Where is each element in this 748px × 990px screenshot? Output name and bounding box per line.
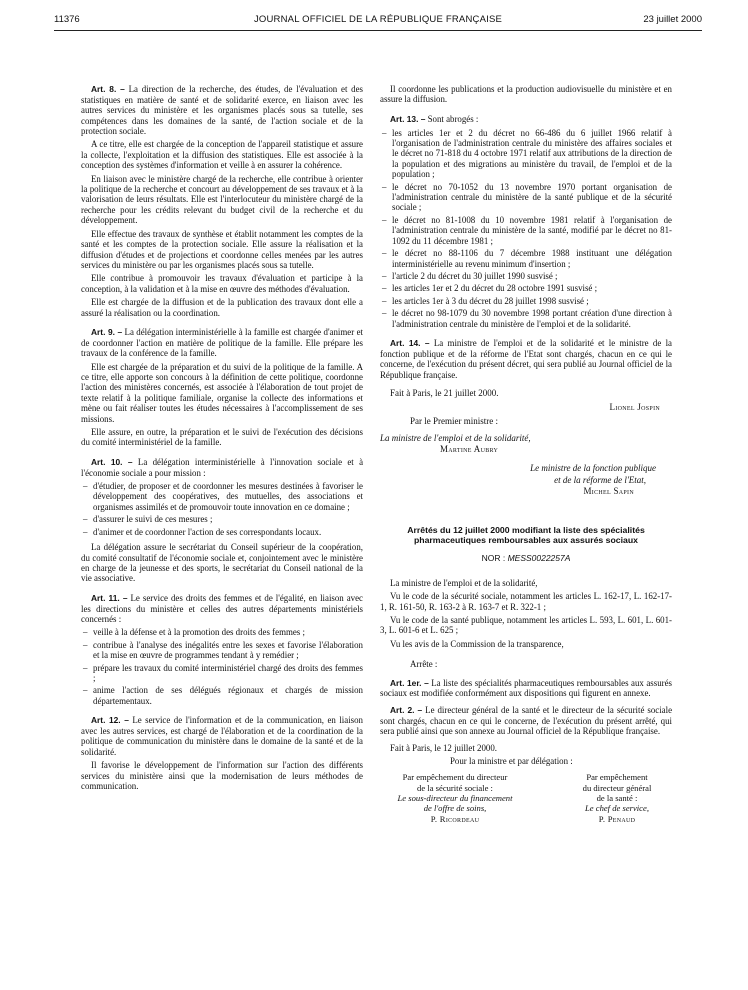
- paragraph: A ce titre, elle est chargée de la conception de l'appareil statistique et assure la collecte, l'exploitation et la diffusion des statistiques. Elle est associée à la conception des systèmes d'information et veille à en assurer la cohérence.: [81, 139, 363, 171]
- article-text: Le service des droits des femmes et de l'égalité, en liaison avec les directions du ministère et celles des autres départements ministériels concernés :: [81, 592, 363, 624]
- article-text: La ministre de l'emploi et de la solidarité et le ministre de la fonction publique et de la réforme de l'Etat sont chargés, chacun en ce qui le concerne, de l'exécution du présent décret, qui sera publié au Journal officiel de la République française.: [380, 337, 672, 380]
- article-13-list: [380, 128, 672, 329]
- list-item: – les articles 1er et 2 du décret no 66-486 du 6 juillet 1966 relatif à l'organisation de l'administration centrale du ministère des affaires sociales et le décret no 71-818 du 4 octobre 1971 relatif aux attributions de la direction de la population et des migrations au ministère du travail, de l'emploi et de la population ;: [380, 128, 672, 180]
- article-text: La délégation interministérielle à l'innovation sociale et à l'économie sociale a pour mission :: [81, 456, 363, 478]
- done-at-paris: Fait à Paris, le 21 juillet 2000.: [390, 388, 499, 398]
- article-text: La liste des spécialités pharmaceutiques remboursables aux assurés sociaux est modifiée conformément aux dispositions qui figurent en annexe.: [380, 677, 672, 699]
- paragraph: Elle effectue des travaux de synthèse et établit notamment les comptes de la santé et les comptes de la protection sociale. Elle assure la réalisation et la diffusion d'études et de projections et coordonne celles menées par les autres services du ministère ou par les organismes placés sous sa tutelle.: [81, 228, 363, 270]
- article-11-para: [81, 593, 363, 625]
- article-10-para: [81, 457, 363, 478]
- sig-line: Le chef de service,: [585, 803, 649, 814]
- by-prime-minister: Par le Premier ministre :: [410, 415, 498, 426]
- article-label: Art. 2. –: [390, 704, 423, 715]
- minister-2-title-2: et de la réforme de l'Etat,: [554, 474, 646, 485]
- paragraph: Il favorise le développement de l'information sur l'action des différents services du ministère ainsi que la modernisation de leurs méthodes de communication.: [81, 760, 363, 792]
- list-item: – les articles 1er et 2 du décret du 28 octobre 1991 susvisé ;: [380, 283, 672, 293]
- article-label: Art. 10. –: [91, 456, 133, 467]
- article-text: Sont abrogés :: [427, 113, 479, 124]
- paragraph: Elle assure, en outre, la préparation et le suivi de l'exécution des décisions du comité interministériel de la famille.: [81, 427, 363, 448]
- list-item: – le décret no 70-1052 du 13 novembre 1970 portant organisation de l'administration centrale du ministère de la santé publique et de la sécurité sociale ;: [380, 182, 672, 213]
- article-10-list: [81, 481, 363, 537]
- nor-label: NOR :: [481, 552, 506, 563]
- arrete-delegation: Pour la ministre et par délégation :: [450, 755, 573, 766]
- list-item: – prépare les travaux du comité interministériel chargé des droits des femmes ;: [81, 663, 363, 684]
- minister-1-name: Martine Aubry: [440, 444, 499, 454]
- page-number: 11376: [54, 14, 80, 25]
- signature-right: [562, 772, 672, 824]
- article-label: Art. 14. –: [390, 337, 430, 348]
- article-label: Art. 8. –: [91, 84, 125, 94]
- arrete-article-1: [380, 678, 672, 699]
- minister-1-title: La ministre de l'emploi et de la solidarité,: [380, 432, 531, 443]
- article-11-list: [81, 627, 363, 706]
- sig-line: de la santé :: [596, 792, 638, 803]
- signature-left: [380, 772, 530, 824]
- nor-reference: [380, 554, 672, 564]
- right-column: [380, 84, 672, 984]
- list-item: – le décret no 81-1008 du 10 novembre 1981 relatif à l'organisation de l'administration centrale du ministère de la santé, modifié par le décret no 81-1092 du 11 décembre 1981 ;: [380, 215, 672, 246]
- list-item: – d'assurer le suivi de ces mesures ;: [81, 514, 363, 524]
- article-12-para: [81, 715, 363, 757]
- arrete-heading: Arrête :: [410, 659, 438, 670]
- article-label: Art. 12. –: [91, 715, 129, 726]
- article-14-para: [380, 338, 672, 380]
- sig-line: Par empêchement du directeur: [402, 772, 508, 783]
- paragraph: Il coordonne les publications et la production audiovisuelle du ministère et en assure la diffusion.: [380, 84, 672, 105]
- article-text: La direction de la recherche, des études, de l'évaluation et des statistiques en matière de santé et de solidarité exerce, en liaison avec les autres services du ministère et les organismes placés sous sa tutelle, ses compétences dans les domaines de la santé, de l'action sociale et de la protection sociale.: [81, 84, 363, 137]
- paragraph: Vu le code de la santé publique, notamment les articles L. 593, L. 601, L. 601-3, L. 601-6 et L. 625 ;: [380, 615, 672, 636]
- sig-line: Le sous-directeur du financement: [397, 792, 513, 803]
- article-text: Le service de l'information et de la communication, en liaison avec les autres services, est chargé de l'élaboration et de la coordination de la politique de communication du ministère dans le domaine de la santé et de la solidarité.: [81, 715, 363, 757]
- article-label: Art. 11. –: [91, 592, 128, 603]
- signer-name: P. Ricordeau: [430, 813, 480, 824]
- signer-name: P. Penaud: [598, 813, 636, 824]
- sig-line: de la sécurité sociale :: [417, 782, 493, 793]
- paragraph: En liaison avec le ministère chargé de la recherche, elle contribue à orienter la politique de la recherche et concourt au développement de ses travaux et à la valorisation de leurs résultats. Elle est l'interlocuteur du ministère chargé de la recherche pour les crédits relevant du budget civil de la recherche et du développement.: [81, 173, 363, 226]
- list-item: – d'animer et de coordonner l'action de ses correspondants locaux.: [81, 527, 363, 537]
- sig-line: de l'offre de soins,: [423, 803, 487, 814]
- page-header: [54, 12, 702, 31]
- arrete-signatures: [380, 772, 672, 824]
- issue-date: 23 juillet 2000: [643, 14, 702, 25]
- journal-title: JOURNAL OFFICIEL DE LA RÉPUBLIQUE FRANÇAISE: [253, 14, 503, 25]
- article-label: Art. 1er. –: [390, 677, 429, 688]
- list-item: – les articles 1er à 3 du décret du 28 juillet 1998 susvisé ;: [380, 296, 672, 306]
- article-text: La délégation interministérielle à la famille est chargée d'animer et de coordonner l'action en matière de politique de la famille. Elle prépare les travaux de la conférence de la famille.: [81, 326, 363, 359]
- arrete-title: Arrêtés du 12 juillet 2000 modifiant la liste des spécialités pharmaceutiques remboursables aux assurés sociaux: [407, 525, 645, 546]
- list-item: – veille à la défense et à la promotion des droits des femmes ;: [81, 627, 363, 637]
- article-13-para: [380, 114, 672, 125]
- minister-2-name: Michel Sapin: [583, 485, 634, 496]
- paragraph: Vu les avis de la Commission de la transparence,: [390, 638, 564, 649]
- paragraph: La délégation assure le secrétariat du Conseil supérieur de la coopération, du comité consultatif de l'économie sociale et, conjointement avec le ministère en charge de la jeunesse et des sports, le secrétariat du Conseil national de la vie associative.: [81, 542, 363, 584]
- article-label: Art. 9. –: [91, 326, 123, 337]
- paragraph: Elle contribue à promouvoir les travaux d'évaluation et participe à la conception, à la validation et à la mise en œuvre des méthodes d'évaluation.: [81, 273, 363, 294]
- prime-minister-name: Lionel Jospin: [609, 402, 660, 413]
- paragraph: Vu le code de la sécurité sociale, notamment les articles L. 162-17, L. 162-17-1, R. 161-50, R. 163-2 à R. 163-7 et R. 322-1 ;: [380, 591, 672, 612]
- list-item: – le décret no 98-1079 du 30 novembre 1998 portant création d'une direction à l'administration centrale du ministère de l'emploi et de la solidarité.: [380, 308, 672, 329]
- sig-line: Par empêchement: [586, 772, 648, 783]
- paragraph: Elle est chargée de la préparation et du suivi de la politique de la famille. A ce titre, elle apporte son concours à la définition de cette politique, coordonne l'action des ministères concernés, est associée à l'élaboration de tout projet de texte relatif à la politique familiale, organise la collecte des informations et mène ou fait réaliser toutes les études nécessaires à l'accomplissement de ses missions.: [81, 361, 363, 424]
- article-label: Art. 13. –: [390, 113, 426, 124]
- nor-code: MESS0022257A: [507, 552, 571, 563]
- article-8-para: [81, 84, 363, 136]
- arrete-done: Fait à Paris, le 12 juillet 2000.: [390, 742, 497, 753]
- paragraph: Elle est chargée de la diffusion et de la publication des travaux dont elle a assuré la réalisation ou la coordination.: [81, 297, 363, 318]
- list-item: – l'article 2 du décret du 30 juillet 1990 susvisé ;: [380, 271, 672, 281]
- left-column: [81, 84, 363, 984]
- article-9-para: [81, 327, 363, 359]
- list-item: – contribue à l'analyse des inégalités entre les sexes et favorise l'élaboration et la mise en œuvre de programmes tendant à y remédier ;: [81, 640, 363, 661]
- list-item: – le décret no 88-1106 du 7 décembre 1988 instituant une délégation interministérielle au revenu minimum d'insertion ;: [380, 248, 672, 269]
- article-text: Le directeur général de la santé et le directeur de la sécurité sociale sont chargés, chacun en ce qui le concerne, de l'exécution du présent arrêté, qui sera publié ainsi que son annexe au Journal officiel de la République française.: [380, 704, 672, 737]
- list-item: – anime l'action de ses délégués régionaux et chargés de mission départementaux.: [81, 685, 363, 706]
- arrete-article-2: [380, 705, 672, 737]
- minister-2-title-1: Le ministre de la fonction publique: [530, 463, 656, 474]
- list-item: – d'étudier, de proposer et de coordonner les mesures destinées à favoriser le développement des coopératives, des mutuelles, des associations et organismes assimilés et de promouvoir toute innovation en ce domaine ;: [81, 481, 363, 512]
- decree-signatures: [380, 388, 672, 497]
- paragraph: La ministre de l'emploi et de la solidarité,: [390, 577, 538, 588]
- sig-line: du directeur général: [582, 782, 652, 793]
